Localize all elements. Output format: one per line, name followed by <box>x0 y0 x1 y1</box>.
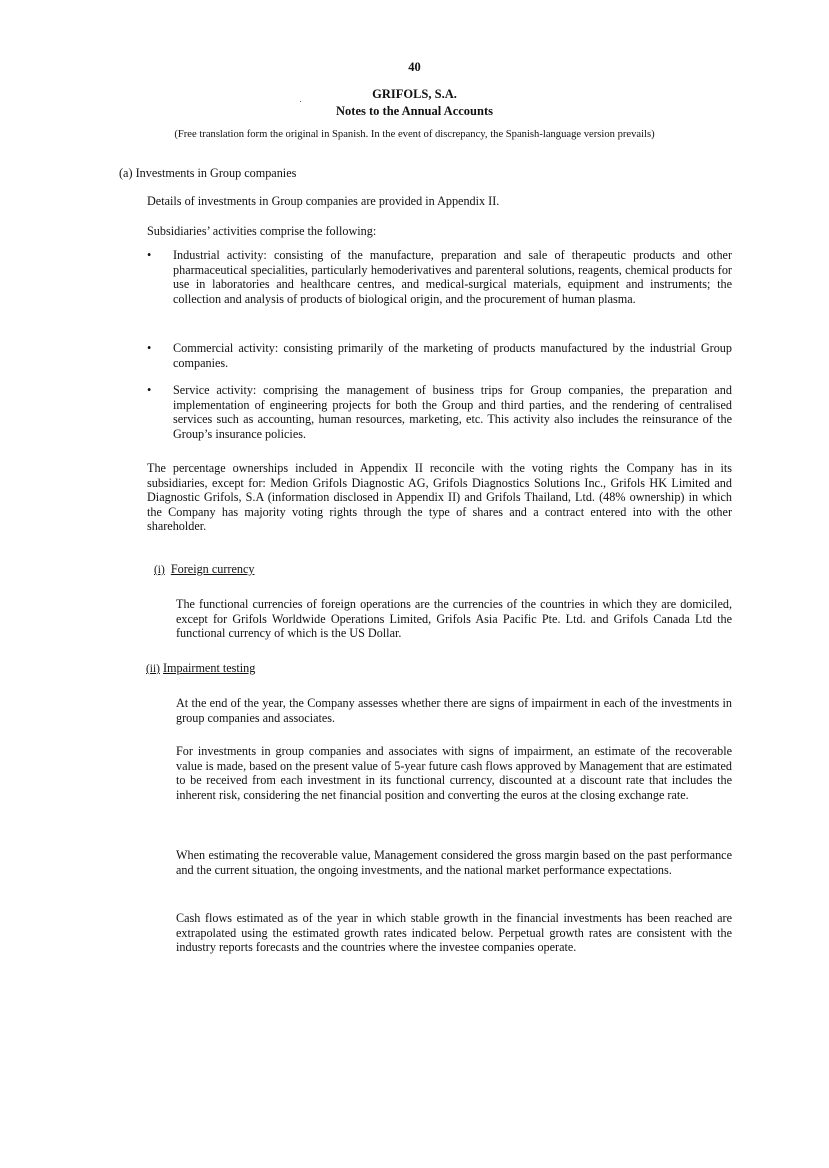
foreign-currency-paragraph: The functional currencies of foreign operations are the currencies of the countries in which they are domiciled, except for Grifols Worldwide Operations Limited, Grifols Asia Pacific Pte. Ltd. and Grifols Canada Ltd the functional currency of which is the US Dollar. <box>176 597 732 641</box>
document-title: Notes to the Annual Accounts <box>336 104 493 118</box>
translation-note: (Free translation form the original in Spanish. In the event of discrepancy, the Spanish-language version prevails) <box>174 129 655 140</box>
ownership-paragraph: The percentage ownerships included in Appendix II reconcile with the voting rights the Company has in its subsidiaries, except for: Medion Grifols Diagnostic AG, Grifols Diagnostics Solutions Inc., Grifols HK Limited and Diagnostic Grifols, S.A (information disclosed in Appendix II) and Grifols Thailand, Ltd. (48% ownership) in which the Company has majority voting rights through the type of shares and a contract entered into with the other shareholder. <box>147 461 732 534</box>
subsection-i-number: (i) <box>154 564 165 576</box>
company-name: GRIFOLS, S.A. <box>372 87 457 101</box>
subsection-ii-title: Impairment testing <box>162 661 256 675</box>
impairment-paragraph-1: At the end of the year, the Company assesses whether there are signs of impairment in each of the investments in group companies and associates. <box>176 696 732 725</box>
subsection-i-heading <box>154 562 254 578</box>
bullet-commercial-activity: Commercial activity: consisting primarily of the marketing of products manufactured by the industrial Group companies. <box>173 341 732 370</box>
bullet-marker: • <box>147 383 152 397</box>
subsection-ii-number: (ii) <box>146 663 160 675</box>
subsidiaries-intro: Subsidiaries’ activities comprise the following: <box>147 224 377 238</box>
impairment-paragraph-2: For investments in group companies and associates with signs of impairment, an estimate of the recoverable value is made, based on the present value of 5-year future cash flows approved by Management that are estimated to be received from each investment in its functional currency, discounted at a discount rate that includes the inherent risk, considering the net financial position and converting the euros at the closing exchange rate. <box>176 744 732 802</box>
bullet-industrial-activity: Industrial activity: consisting of the manufacture, preparation and sale of therapeutic products and other pharmaceutical specialities, particularly hemoderivatives and parenteral solutions, reagents, chemical products for use in laboratories and healthcare centres, and medical-surgical materials, equipment and instruments; the collection and analysis of products of biological origin, and the procurement of human plasma. <box>173 248 732 306</box>
section-heading: (a) Investments in Group companies <box>119 166 297 180</box>
page-number: 40 <box>408 60 421 74</box>
impairment-paragraph-4: Cash flows estimated as of the year in which stable growth in the financial investments has been reached are extrapolated using the estimated growth rates indicated below. Perpetual growth rates are consistent with the industry reports forecasts and the countries where the investee companies operate. <box>176 911 732 955</box>
subsection-ii-heading <box>146 661 255 677</box>
bullet-marker: • <box>147 248 152 262</box>
bullet-service-activity: Service activity: comprising the management of business trips for Group companies, the preparation and implementation of engineering projects for both the Group and third parties, and the rendering of centralised services such as accounting, human resources, marketing, etc. This activity also includes the reinsurance of the Group’s insurance policies. <box>173 383 732 441</box>
impairment-paragraph-3: When estimating the recoverable value, Management considered the gross margin based on the past performance and the current situation, the ongoing investments, and the national market performance expectations. <box>176 848 732 877</box>
bullet-marker: • <box>147 341 152 355</box>
details-paragraph: Details of investments in Group companies are provided in Appendix II. <box>147 194 500 208</box>
subsection-i-title: Foreign currency <box>170 562 255 576</box>
